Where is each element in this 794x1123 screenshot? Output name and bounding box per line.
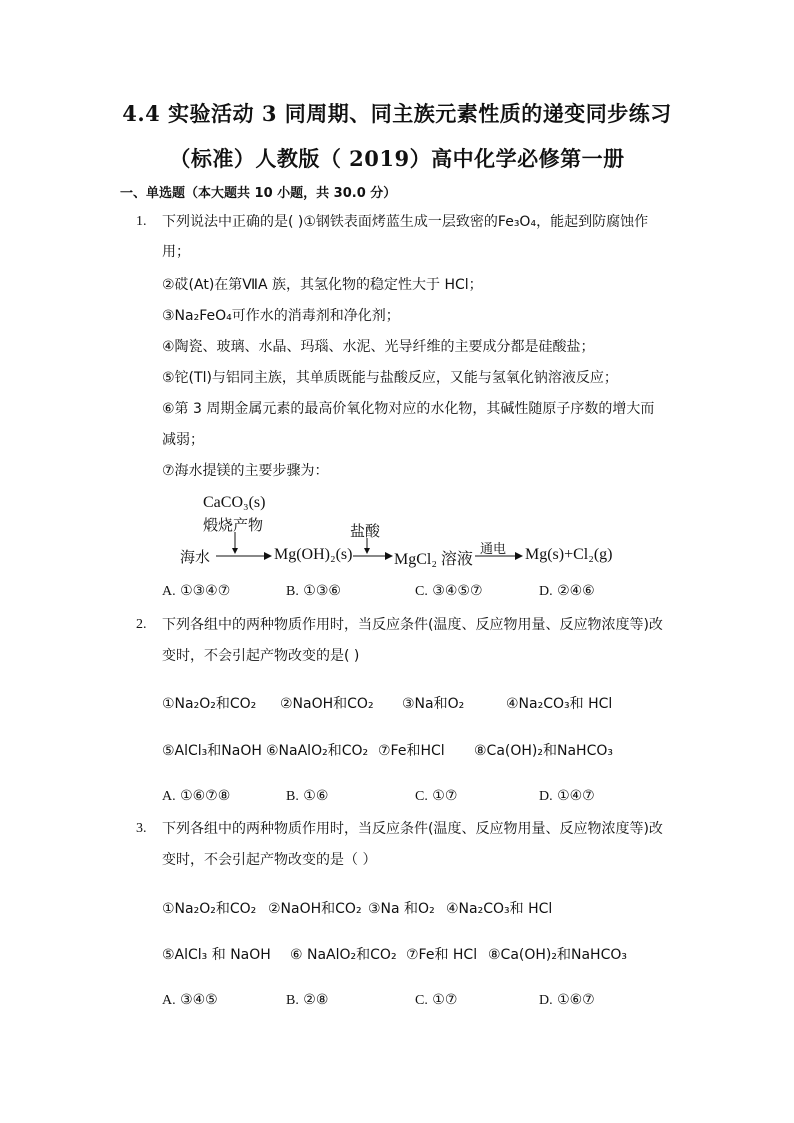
q3-pair-6: ⑥ NaAlO₂和CO₂ xyxy=(290,947,397,963)
q1-stem-line1b: 用； xyxy=(162,244,190,260)
q1-statement-6b: 减弱； xyxy=(162,432,204,448)
q3-option-b[interactable]: B. ②⑧ xyxy=(286,992,329,1008)
q2-stem-line2: 变时，不会引起产物改变的是( ) xyxy=(162,648,360,664)
diagram-mgcl2: MgCl₂ 溶液 xyxy=(394,551,473,568)
q2-pair-4: ④Na₂CO₃和 HCl xyxy=(506,696,613,712)
q3-pair-4: ④Na₂CO₃和 HCl xyxy=(446,901,553,917)
q1-stem-line1: 下列说法中正确的是( )①钢铁表面烤蓝生成一层致密的Fe₃O₄，能起到防腐蚀作 xyxy=(162,214,649,230)
diagram-caco3: CaCO₃(s) xyxy=(203,494,266,511)
q3-pair-2: ②NaOH和CO₂ xyxy=(268,901,362,917)
q1-statement-2: ②砹(At)在第ⅦA 族，其氢化物的稳定性大于 HCl； xyxy=(162,277,483,293)
diagram-products: Mg(s)+Cl₂(g) xyxy=(525,546,613,563)
q3-stem-line1: 下列各组中的两种物质作用时，当反应条件(温度、反应物用量、反应物浓度等)改 xyxy=(162,821,663,837)
q3-pair-5: ⑤AlCl₃ 和 NaOH xyxy=(162,947,271,963)
arrow-down-head-2 xyxy=(364,548,370,554)
q1-option-c[interactable]: C. ③④⑤⑦ xyxy=(415,583,483,599)
doc-title-line1: 4.4 实验活动 3 同周期、同主族元素性质的递变同步练习 xyxy=(122,101,672,126)
arrow-down-head-1 xyxy=(232,548,238,554)
doc-title-line2: （标准）人教版（ 2019）高中化学必修第一册 xyxy=(169,146,625,171)
q1-statement-4: ④陶瓷、玻璃、水晶、玛瑙、水泥、光导纤维的主要成分都是硅酸盐； xyxy=(162,339,595,355)
q3-pair-1: ①Na₂O₂和CO₂ xyxy=(162,901,257,917)
q1-option-b[interactable]: B. ①③⑥ xyxy=(286,583,341,599)
q2-pair-7: ⑦Fe和HCl xyxy=(378,743,445,759)
q3-pair-7: ⑦Fe和 HCl xyxy=(406,947,478,963)
q3-option-c[interactable]: C. ①⑦ xyxy=(415,992,458,1008)
question-1-number: 1. xyxy=(136,214,147,229)
diagram-calcine-product: 煅烧产物 xyxy=(203,516,264,534)
q1-statement-6a: ⑥第 3 周期金属元素的最高价氧化物对应的水化物，其碱性随原子序数的增大而 xyxy=(162,401,655,417)
q3-pair-8: ⑧Ca(OH)₂和NaHCO₃ xyxy=(488,947,627,963)
q2-pair-6: ⑥NaAlO₂和CO₂ xyxy=(266,743,369,759)
diagram-hydrochloric-acid: 盐酸 xyxy=(350,522,381,540)
diagram-mgoh2: Mg(OH)₂(s) xyxy=(274,546,353,563)
arrow-head-3 xyxy=(515,552,523,560)
q3-option-d[interactable]: D. ①⑥⑦ xyxy=(539,992,595,1008)
q1-statement-5: ⑤铊(Tl)与铝同主族，其单质既能与盐酸反应，又能与氢氧化钠溶液反应； xyxy=(162,370,618,386)
diagram-seawater: 海水 xyxy=(180,548,211,566)
diagram-electrolysis: 通电 xyxy=(480,542,507,557)
seawater-magnesium-flow-diagram xyxy=(180,494,660,574)
q2-pair-1: ①Na₂O₂和CO₂ xyxy=(162,696,257,712)
q2-option-c[interactable]: C. ①⑦ xyxy=(415,788,458,804)
arrow-head-1 xyxy=(264,552,272,560)
question-3-number: 3. xyxy=(136,821,147,836)
q3-pair-3: ③Na 和O₂ xyxy=(368,901,435,917)
q2-option-a[interactable]: A. ①⑥⑦⑧ xyxy=(162,788,231,804)
q2-pair-5: ⑤AlCl₃和NaOH xyxy=(162,743,262,759)
q1-option-a[interactable]: A. ①③④⑦ xyxy=(162,583,231,599)
q1-statement-3: ③Na₂FeO₄可作水的消毒剂和净化剂； xyxy=(162,308,400,324)
q2-option-b[interactable]: B. ①⑥ xyxy=(286,788,329,804)
arrow-head-2 xyxy=(385,552,393,560)
q3-option-a[interactable]: A. ③④⑤ xyxy=(162,992,218,1008)
q2-option-d[interactable]: D. ①④⑦ xyxy=(539,788,595,804)
q2-pair-3: ③Na和O₂ xyxy=(402,696,465,712)
q2-pair-8: ⑧Ca(OH)₂和NaHCO₃ xyxy=(474,743,613,759)
q1-statement-7: ⑦海水提镁的主要步骤为： xyxy=(162,463,329,479)
question-2-number: 2. xyxy=(136,617,147,632)
q1-option-d[interactable]: D. ②④⑥ xyxy=(539,583,595,599)
q3-stem-line2: 变时，不会引起产物改变的是（ ） xyxy=(162,852,377,868)
section-heading: 一、单选题（本大题共 10 小题，共 30.0 分） xyxy=(120,186,397,201)
q2-stem-line1: 下列各组中的两种物质作用时，当反应条件(温度、反应物用量、反应物浓度等)改 xyxy=(162,617,663,633)
q2-pair-2: ②NaOH和CO₂ xyxy=(280,696,374,712)
